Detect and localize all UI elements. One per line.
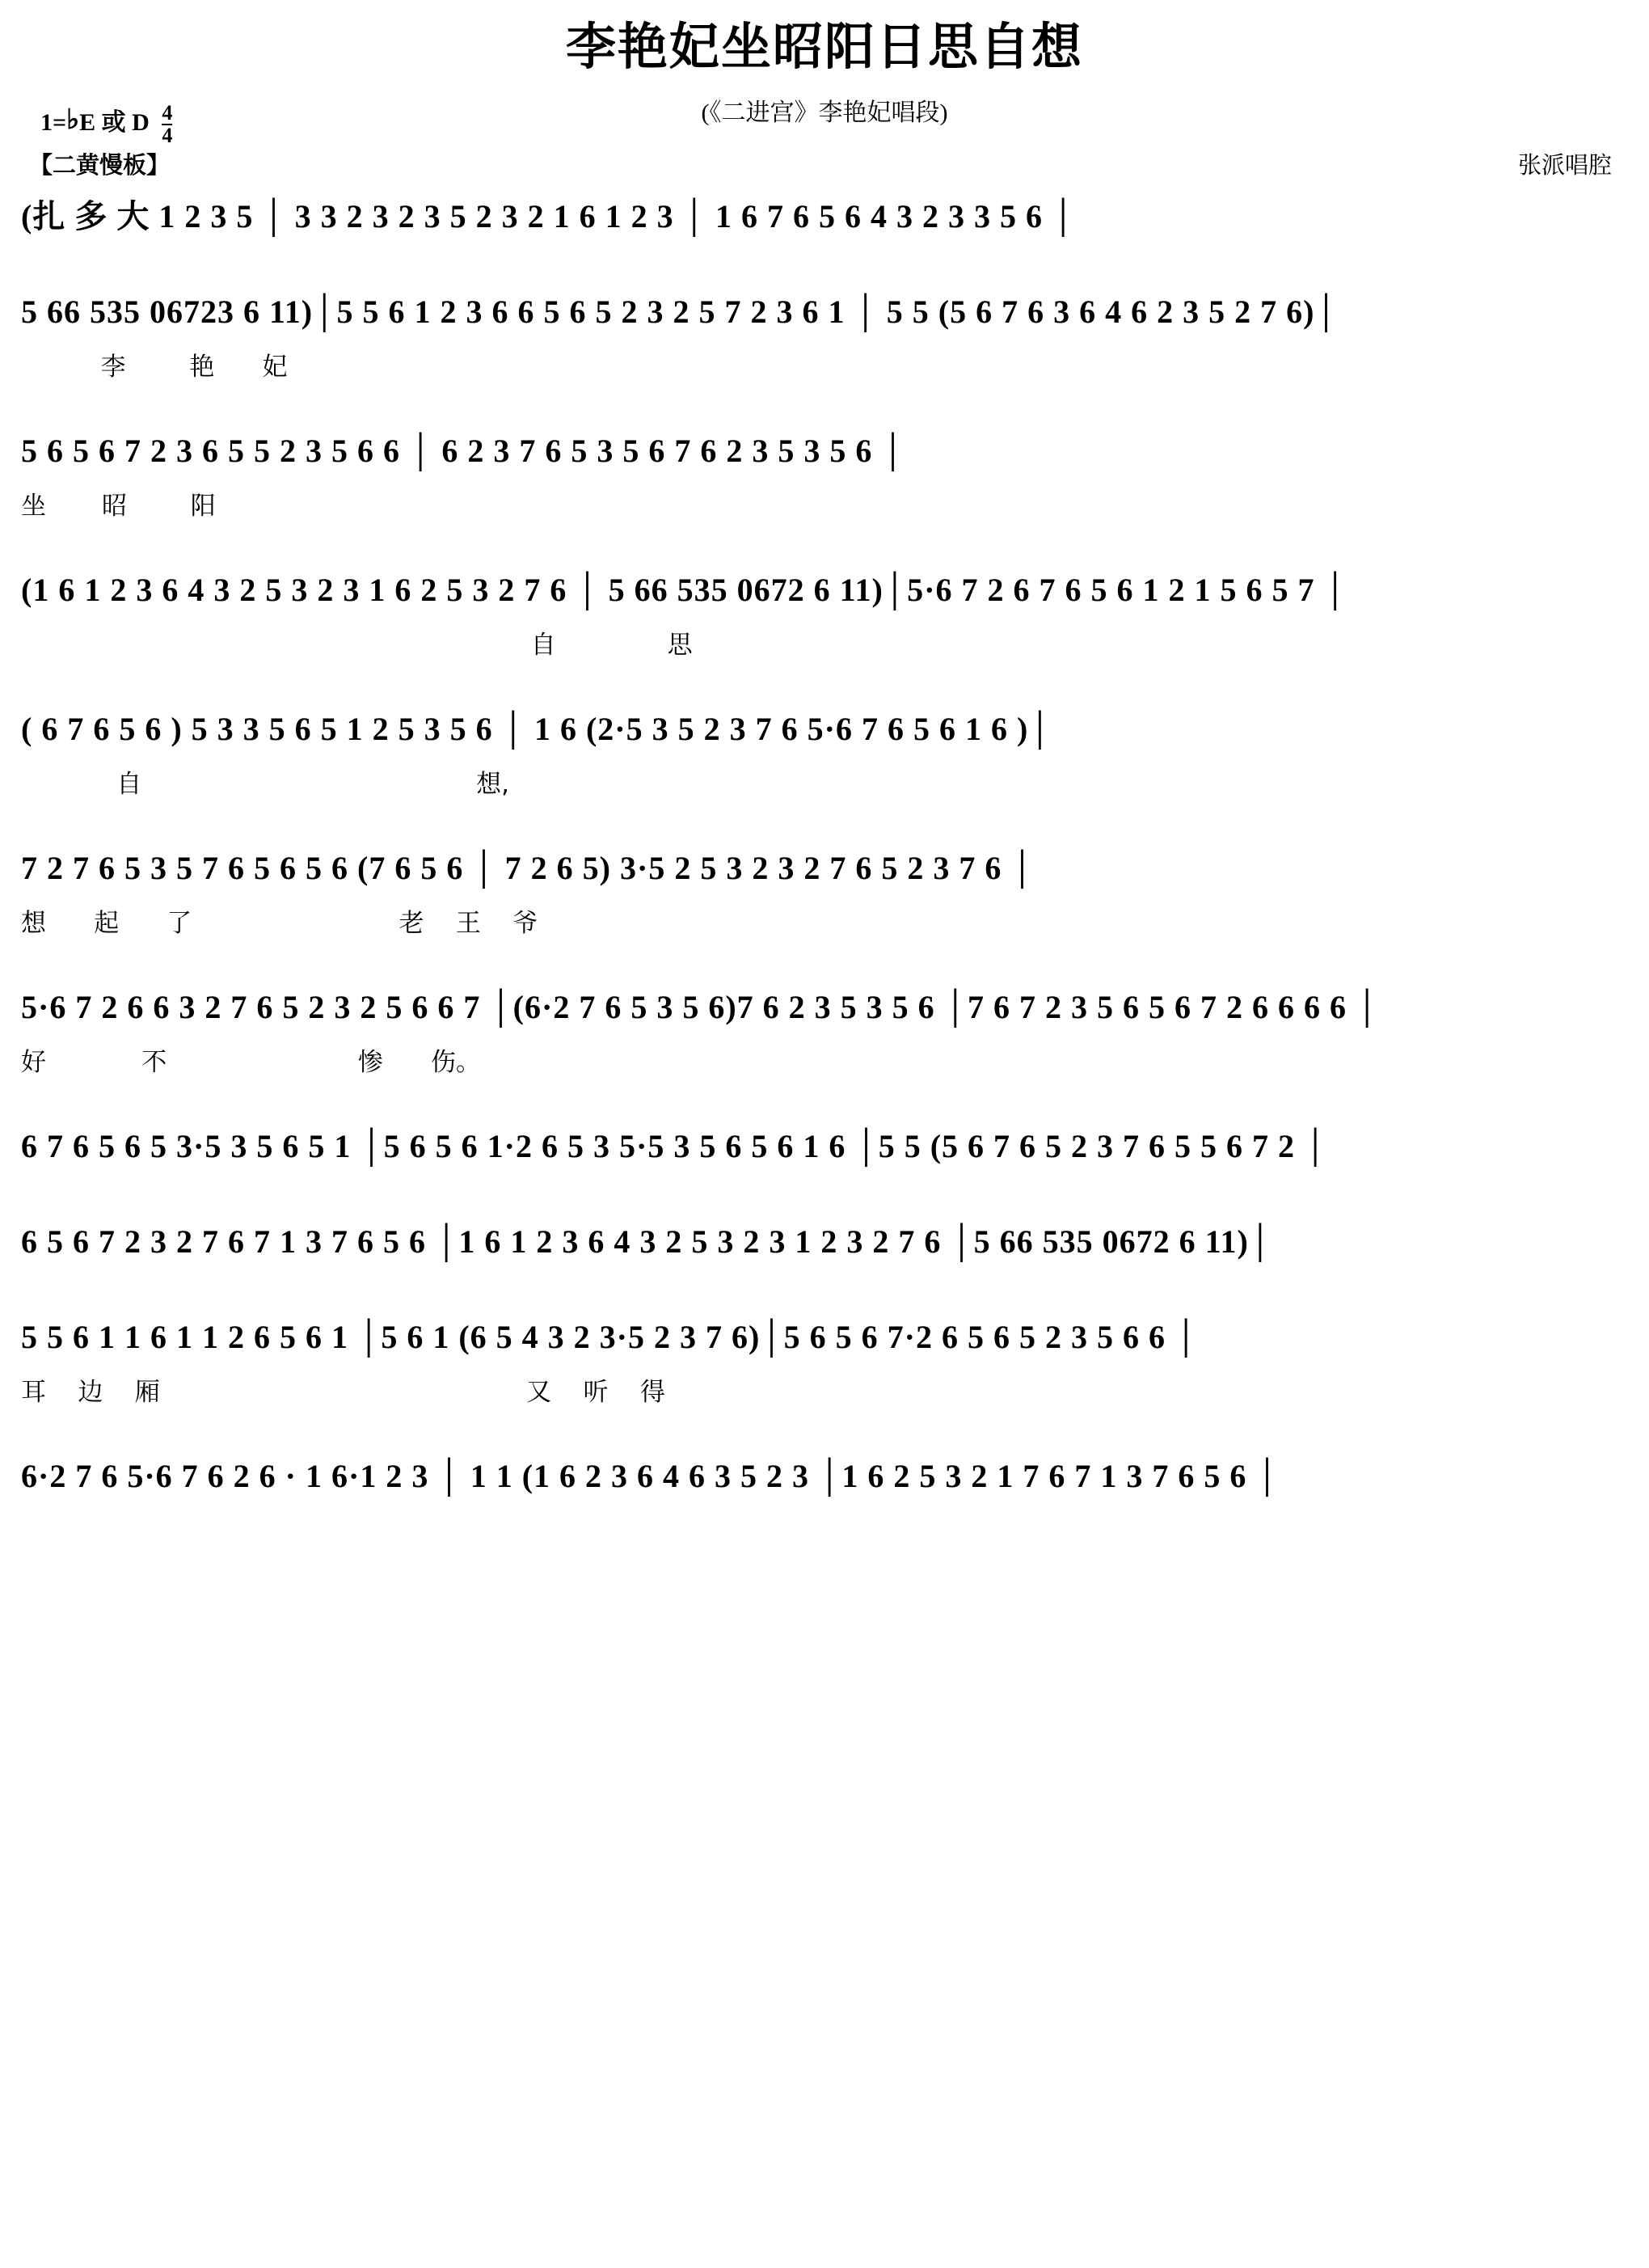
music-system xyxy=(21,1130,1628,1166)
music-system xyxy=(21,1319,1628,1408)
score-meta xyxy=(0,70,1649,179)
music-system xyxy=(21,711,1628,800)
music-system xyxy=(21,433,1628,522)
time-signature-denominator: 4 xyxy=(162,123,173,147)
notation-line: 5 6 5 6 7 2 3 6 5 5 2 3 5 6 6 │ 6 2 3 7 6 5 3 5 6 7 6 2 3 5 3 5 6 │ xyxy=(21,433,905,470)
lyrics-line: 耳 边 厢 又 听 得 xyxy=(21,1378,665,1408)
music-system xyxy=(21,989,1628,1078)
time-signature-numerator: 4 xyxy=(162,101,173,125)
music-system xyxy=(21,850,1628,939)
lyrics-line: 李 艳 妃 xyxy=(21,353,288,382)
notation-line: 5·6 7 2 6 6 3 2 7 6 5 2 3 2 5 6 6 7 │(6·2 7 6 5 3 5 6)7 6 2 3 5 3 5 6 │7 6 7 2 3 5 6 5 6 7 2 6 6 6 6 │ xyxy=(21,989,1380,1026)
music-systems xyxy=(0,198,1649,1496)
music-system xyxy=(21,294,1628,382)
page-subtitle: (《二进宫》李艳妃唱段) xyxy=(701,99,948,127)
notation-line: 5 66 535 06723 6 11)│5 5 6 1 2 3 6 6 5 6 5 2 3 2 5 7 2 3 6 1 │ 5 5 (5 6 7 6 3 6 4 6 2 3 5 2 7 6)│ xyxy=(21,294,1339,331)
key-value: E 或 D xyxy=(79,109,150,137)
music-system xyxy=(21,1460,1628,1496)
page-title: 李艳妃坐昭阳日思自想 xyxy=(565,17,1083,76)
time-signature xyxy=(162,103,172,146)
key-signature xyxy=(40,102,172,146)
lyrics-line: 想 起 了 老 王 爷 xyxy=(21,909,538,939)
lyrics-line: 坐 昭 阳 xyxy=(21,492,216,522)
lyrics-line: 自 思 xyxy=(21,631,693,661)
notation-line: 6 5 6 7 2 3 2 7 6 7 1 3 7 6 5 6 │1 6 1 2 3 6 4 3 2 5 3 2 3 1 2 3 2 7 6 │5 66 535 0672 6 11)│ xyxy=(21,1223,1273,1261)
notation-line: ( 6 7 6 5 6 ) 5 3 3 5 6 5 1 2 5 3 5 6 │ 1 6 (2·5 3 5 2 3 7 6 5·6 7 6 5 6 1 6 )│ xyxy=(21,711,1052,748)
notation-line: 5 5 6 1 1 6 1 1 2 6 5 6 1 │5 6 1 (6 5 4 3 2 3·5 2 3 7 6)│5 6 5 6 7·2 6 5 6 5 2 3 5 6 6 │ xyxy=(21,1319,1199,1356)
lyrics-line: 自 想, xyxy=(21,770,509,800)
school-label: 张派唱腔 xyxy=(1517,151,1612,179)
music-system xyxy=(21,198,1628,236)
sheet-music-page xyxy=(0,19,1649,2268)
notation-line: 6 7 6 5 6 5 3·5 3 5 6 5 1 │5 6 5 6 1·2 6 5 3 5·5 3 5 6 5 6 1 6 │5 5 (5 6 7 6 5 2 3 7 6 5 5 6 7 2 │ xyxy=(21,1128,1328,1165)
key-label: 1= xyxy=(40,109,67,137)
notation-line: 6·2 7 6 5·6 7 6 2 6 · 1 6·1 2 3 │ 1 1 (1 6 2 3 6 4 6 3 5 2 3 │1 6 2 5 3 2 1 7 6 7 1 3 7 6 5 6 │ xyxy=(21,1458,1280,1495)
music-system xyxy=(21,572,1628,661)
flat-symbol: ♭ xyxy=(66,105,80,136)
notation-line: 7 2 7 6 5 3 5 7 6 5 6 5 6 (7 6 5 6 │ 7 2 6 5) 3·5 2 5 3 2 3 2 7 6 5 2 3 7 6 │ xyxy=(21,850,1035,887)
lyrics-line: 好 不 惨 伤。 xyxy=(21,1048,481,1078)
notation-line: (1 6 1 2 3 6 4 3 2 5 3 2 3 1 6 2 5 3 2 7 6 │ 5 66 535 0672 6 11)│5·6 7 2 6 7 6 5 6 1 2 1 5 6 5 7 │ xyxy=(21,572,1347,609)
banshi-label: 【二黄慢板】 xyxy=(29,151,171,179)
notation-line: (扎 多 大 1 2 3 5 │ 3 3 2 3 2 3 5 2 3 2 1 6 1 2 3 │ 1 6 7 6 5 6 4 3 2 3 3 5 6 │ xyxy=(21,198,1076,235)
music-system xyxy=(21,1223,1628,1261)
